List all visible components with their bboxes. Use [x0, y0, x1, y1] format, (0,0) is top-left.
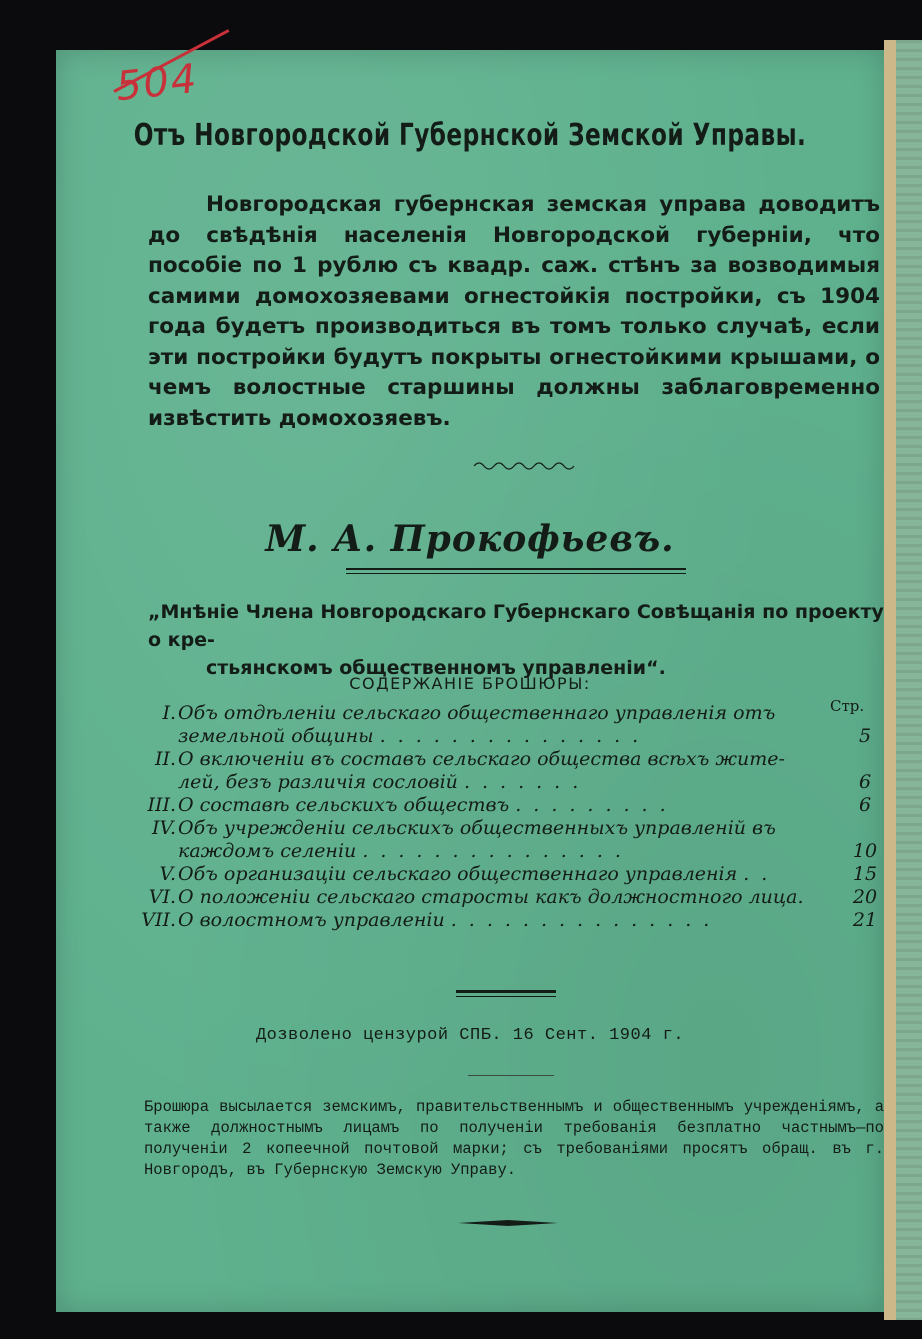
censorship-note: Дозволено цензурой СПБ. 16 Сент. 1904 г.	[255, 1026, 685, 1045]
document-page	[56, 50, 888, 1312]
wavy-divider	[474, 460, 574, 472]
toc-entry: V. Объ организаціи сельскаго общественнаго управленія .. 15	[176, 863, 884, 886]
section-divider-thin	[456, 996, 556, 997]
toc-entry-page: 6	[858, 794, 872, 816]
brochure-title-line1: „Мнѣніе Члена Новгородскаго Губернскаго Совѣщанія по проекту о кре-	[148, 601, 884, 651]
toc-entry-text: О включеніи въ составъ сельскаго общества всѣхъ жите-	[178, 748, 785, 770]
toc-entry: VII. О волостномъ управленіи ............... 21	[176, 909, 884, 932]
toc-entry-page: 10	[852, 840, 878, 862]
toc-entry-text: Объ отдѣленіи сельскаго общественнаго управленія отъ	[178, 702, 776, 724]
toc-entry-page: 15	[852, 863, 878, 885]
toc-entry-number: III.	[147, 794, 176, 816]
table-of-contents	[141, 702, 884, 932]
toc-entry-number: II.	[154, 748, 176, 770]
toc-entry-page: 5	[858, 725, 872, 747]
distribution-note: Брошюра высылается земскимъ, правительственнымъ и общественнымъ учрежденіямъ, а также должностнымъ лицамъ по полученіи требованія безплатно частнымъ—по полученіи 2 копеечной почтовой марки; съ требованіями просятъ обращ. въ г. Новгородъ, въ Губернскую Земскую Управу.	[144, 1098, 884, 1179]
toc-entry-text-cont: лей, безъ различія сословій	[178, 771, 458, 793]
author-underline-thin	[346, 573, 686, 574]
toc-entry-number: V.	[159, 863, 176, 885]
toc-entry-text-cont: каждомъ селеніи	[178, 840, 357, 862]
contents-heading: СОДЕРЖАНІЕ БРОШЮРЫ:	[349, 674, 591, 693]
toc-entry-text: Объ организаціи сельскаго общественнаго управленія	[178, 863, 738, 885]
toc-entry-number: VII.	[141, 909, 176, 931]
bottom-ornament	[458, 1220, 558, 1226]
toc-entry: IV. Объ учрежденіи сельскихъ общественныхъ управленій въ каждомъ селеніи ............... 10	[176, 817, 884, 863]
toc-entry: II. О включеніи въ составъ сельскаго общества всѣхъ жите- лей, безъ различія сословій ....... 6	[176, 748, 884, 794]
page-column-label: Стр.	[830, 697, 865, 715]
toc-entry: III. О составѣ сельскихъ обществъ ......... 6	[176, 794, 884, 817]
author-underline	[346, 568, 686, 570]
toc-entry-page: 6	[858, 771, 872, 793]
toc-entry-number: VI.	[148, 886, 176, 908]
toc-entry: I. Объ отдѣленіи сельскаго общественнаго управленія отъ земельной общины ............... 5	[176, 702, 884, 748]
toc-entry-page: 20	[852, 886, 878, 908]
toc-entry-text: О составѣ сельскихъ обществъ	[178, 794, 510, 816]
section-divider	[456, 990, 556, 993]
brochure-title	[148, 598, 888, 682]
announcement-text: Новгородская губернская земская управа доводитъ до свѣдѣнія населенія Новгородской губерніи, что пособіе по 1 рублю съ квадр. саж. стѣнъ за возводимыя самими домохозяевами огнестойкія постройки, съ 1904 года будетъ производиться въ томъ только случаѣ, если эти постройки будутъ покрыты огнестойкими крышами, о чемъ волостные старшины должны заблаговременно извѣстить домохозяевъ.	[148, 192, 888, 431]
announcement-paragraph	[148, 190, 888, 434]
toc-entry-page: 21	[852, 909, 878, 931]
toc-entry-text: Объ учрежденіи сельскихъ общественныхъ управленій въ	[178, 817, 776, 839]
toc-entry	[148, 886, 884, 909]
toc-entry-text-cont: земельной общины	[178, 725, 374, 747]
author-name: М. А. Прокофьевъ.	[265, 518, 675, 560]
thin-divider	[468, 1075, 554, 1076]
toc-entry-number: IV.	[152, 817, 176, 839]
toc-entry-number: I.	[162, 702, 176, 724]
toc-entry-text: О волостномъ управленіи	[178, 909, 445, 931]
adjacent-page-edge	[884, 40, 922, 1320]
brochure-title-line2: стьянскомъ общественномъ управленіи“.	[206, 657, 666, 679]
handwritten-number: 504	[113, 55, 201, 111]
toc-entry-text: О положеніи сельскаго старосты какъ должностного лица.	[178, 886, 804, 908]
header-title: Отъ Новгородской Губернской Земской Управы.	[133, 118, 807, 153]
